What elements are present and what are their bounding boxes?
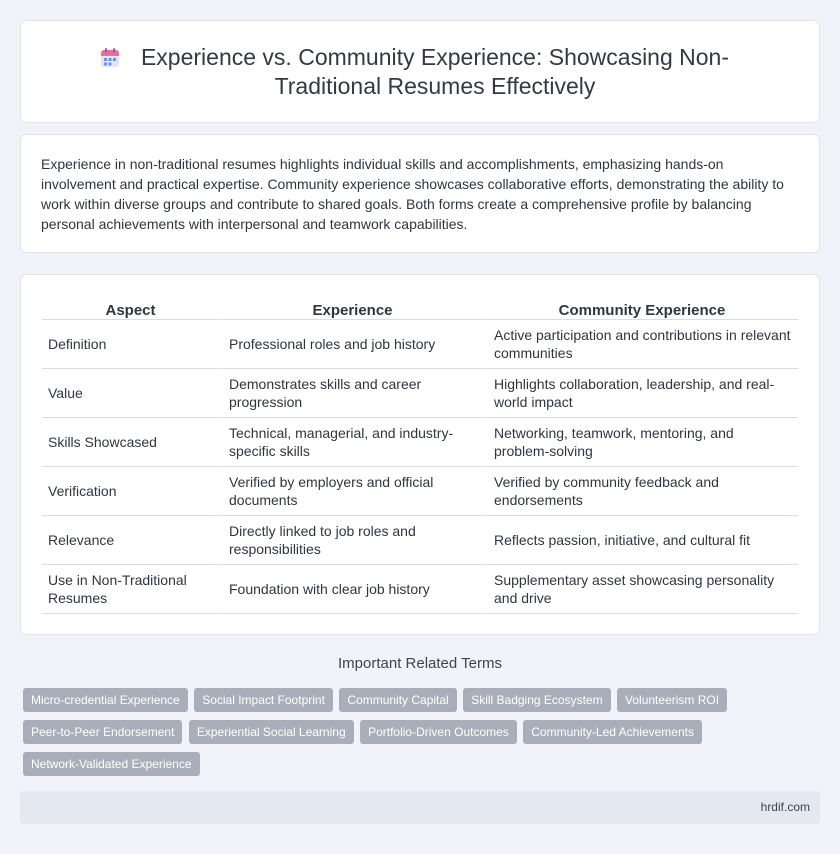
page-title: Experience vs. Community Experience: Showcasing Non-Traditional Resumes Effectively [140, 43, 730, 99]
table-row [42, 467, 798, 516]
tag-skill-badging-ecosystem[interactable]: Skill Badging Ecosystem [463, 688, 610, 712]
related-terms-heading: Important Related Terms [338, 655, 502, 672]
row-experience: Professional roles and job history [221, 320, 486, 369]
row-aspect: Value [42, 369, 221, 418]
table-row [42, 320, 798, 369]
related-terms-list [23, 688, 803, 784]
row-community-experience: Reflects passion, initiative, and cultural fit [486, 516, 798, 565]
header-aspect: Aspect [42, 293, 221, 320]
row-aspect: Relevance [42, 516, 221, 565]
table-row [42, 418, 798, 467]
comparison-table [42, 293, 798, 614]
row-aspect: Definition [42, 320, 221, 369]
tag-micro-credential-experience[interactable]: Micro-credential Experience [23, 688, 188, 712]
intro-text: Experience in non-traditional resumes highlights individual skills and accomplishments, emphasizing hands-on involvement and practical expertise. Community experience showcases collaborative efforts, demonstrating the ability to work within diverse groups and contribute to shared goals. Both forms create a comprehensive profile by balancing personal achievements with interpersonal and teamwork capabilities. [41, 156, 784, 232]
row-experience: Technical, managerial, and industry-specific skills [221, 418, 486, 467]
tag-network-validated-experience[interactable]: Network-Validated Experience [23, 752, 200, 776]
tag-community-led-achievements[interactable]: Community-Led Achievements [523, 720, 702, 744]
header-experience: Experience [221, 293, 486, 320]
table-row [42, 516, 798, 565]
footer [20, 791, 820, 824]
tag-peer-to-peer-endorsement[interactable]: Peer-to-Peer Endorsement [23, 720, 182, 744]
row-community-experience: Active participation and contributions in relevant communities [486, 320, 798, 369]
row-aspect: Verification [42, 467, 221, 516]
row-experience: Demonstrates skills and career progression [221, 369, 486, 418]
row-experience: Directly linked to job roles and responsibilities [221, 516, 486, 565]
tag-community-capital[interactable]: Community Capital [339, 688, 456, 712]
table-header-row [42, 293, 798, 320]
row-aspect: Use in Non-Traditional Resumes [42, 565, 221, 614]
row-aspect: Skills Showcased [42, 418, 221, 467]
row-community-experience: Highlights collaboration, leadership, and real-world impact [486, 369, 798, 418]
comparison-card [20, 274, 820, 635]
row-community-experience: Networking, teamwork, mentoring, and problem-solving [486, 418, 798, 467]
header-community-experience: Community Experience [486, 293, 798, 320]
row-experience: Verified by employers and official documents [221, 467, 486, 516]
table-row [42, 369, 798, 418]
intro-card [20, 134, 820, 253]
table-row [42, 565, 798, 614]
footer-site[interactable]: hrdif.com [760, 800, 810, 814]
tag-experiential-social-learning[interactable]: Experiential Social Learning [189, 720, 354, 744]
tag-social-impact-footprint[interactable]: Social Impact Footprint [194, 688, 333, 712]
tag-portfolio-driven-outcomes[interactable]: Portfolio-Driven Outcomes [360, 720, 517, 744]
title-card [20, 20, 820, 123]
tag-volunteerism-roi[interactable]: Volunteerism ROI [617, 688, 727, 712]
row-community-experience: Verified by community feedback and endorsements [486, 467, 798, 516]
row-experience: Foundation with clear job history [221, 565, 486, 614]
row-community-experience: Supplementary asset showcasing personality and drive [486, 565, 798, 614]
